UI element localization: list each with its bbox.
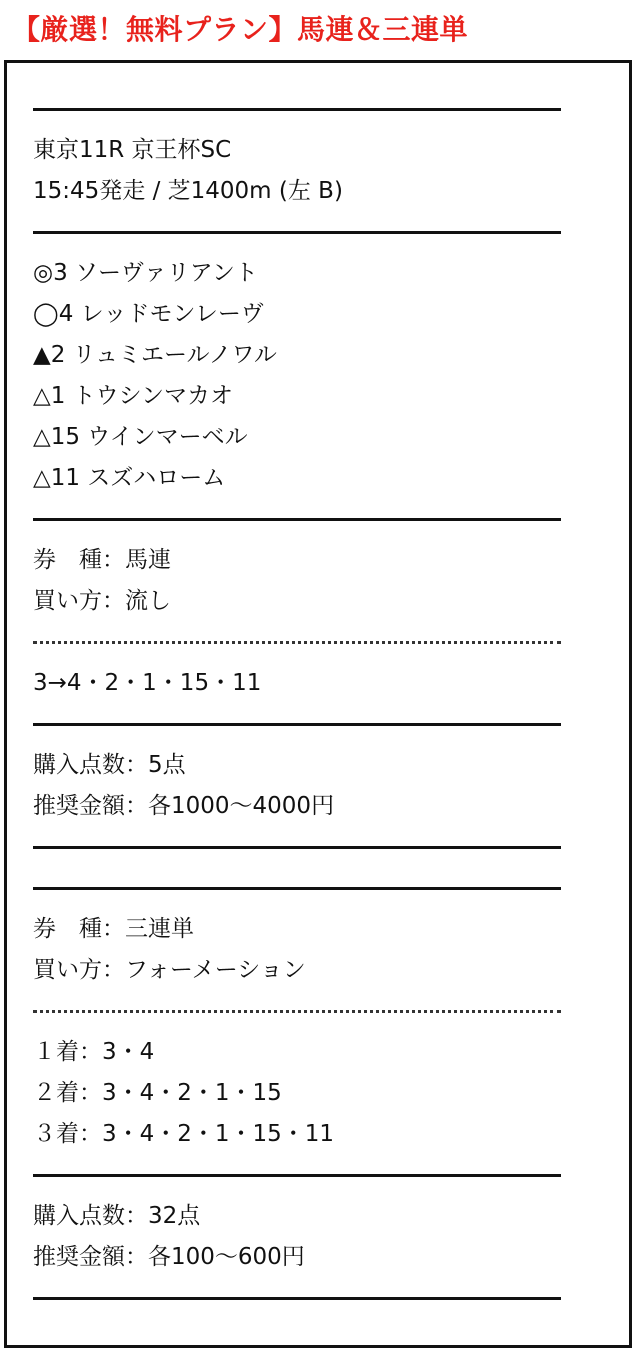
solid-rule <box>33 887 561 890</box>
sanrentan-section <box>33 909 561 1155</box>
separator <box>33 1278 561 1319</box>
separator <box>33 89 561 130</box>
dotted-separator <box>33 622 561 663</box>
race-info <box>33 130 561 212</box>
separator <box>33 1155 561 1196</box>
bet-type: 券 種：馬連 <box>33 547 171 573</box>
bet-points: 購入点数：5点 <box>33 752 186 778</box>
bet-amount: 推奨金額：各1000〜4000円 <box>33 793 335 819</box>
picks-list <box>33 253 561 499</box>
pick-honmei: ◎3 ソーヴァリアント <box>33 260 258 286</box>
bet-method: 買い方：フォーメーション <box>33 957 306 983</box>
plan-box <box>4 60 632 1348</box>
pick-tanana: ▲2 リュミエールノワル <box>33 342 277 368</box>
dotted-rule <box>33 1010 561 1013</box>
bet-type: 券 種：三連単 <box>33 916 194 942</box>
umaren-summary <box>33 745 561 827</box>
bet-combination: 3→4・2・1・15・11 <box>33 670 262 696</box>
solid-rule <box>33 231 561 234</box>
sanrentan-summary <box>33 1196 561 1278</box>
solid-rule <box>33 1297 561 1300</box>
page-title: 【厳選！無料プラン】馬連＆三連単 <box>12 13 469 46</box>
race-details: 15:45発走 / 芝1400m (左 B) <box>33 178 343 204</box>
race-name: 東京11R 京王杯SC <box>33 137 232 163</box>
pick-taikou: ◯4 レッドモンレーヴ <box>33 301 264 327</box>
separator <box>33 704 561 745</box>
solid-rule <box>33 1174 561 1177</box>
solid-rule <box>33 723 561 726</box>
solid-rule <box>33 518 561 521</box>
position-second: ２着：3・4・2・1・15 <box>33 1080 282 1106</box>
dotted-rule <box>33 641 561 644</box>
solid-rule <box>33 108 561 111</box>
bet-method: 買い方：流し <box>33 588 171 614</box>
bet-amount: 推奨金額：各100〜600円 <box>33 1244 305 1270</box>
umaren-section <box>33 540 561 704</box>
separator <box>33 499 561 540</box>
plan-content <box>33 89 561 1319</box>
solid-rule <box>33 846 561 849</box>
bet-points: 購入点数：32点 <box>33 1203 201 1229</box>
pick-renka: △15 ウインマーベル <box>33 424 248 450</box>
position-third: ３着：3・4・2・1・15・11 <box>33 1121 335 1147</box>
pick-renka: △1 トウシンマカオ <box>33 383 234 409</box>
pick-renka: △11 スズハローム <box>33 465 226 491</box>
separator <box>33 212 561 253</box>
separator <box>33 868 561 909</box>
dotted-separator <box>33 991 561 1032</box>
position-first: １着：3・4 <box>33 1039 155 1065</box>
separator <box>33 827 561 868</box>
